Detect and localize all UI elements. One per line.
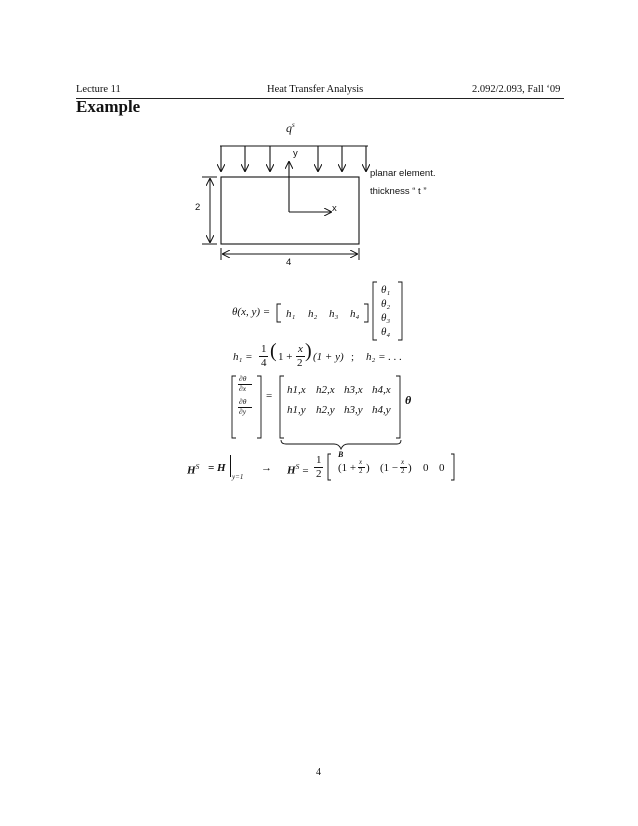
eq4-subscript: y=1 [232, 473, 244, 481]
eq4-term2-den: 2 [401, 467, 405, 475]
eq3-h2y: h2,y [316, 404, 335, 416]
eq4-term2: (1 − [380, 462, 399, 474]
eq4-term1-den: 2 [359, 467, 363, 475]
eq2-h2: h₂ = . . . [366, 351, 402, 363]
eq4-zero1: 0 [423, 462, 429, 474]
eq1-h1: h₁ [286, 308, 296, 320]
eq4-rhs: $H^S$ = [287, 462, 309, 477]
eq2-h1: h₁ = [233, 351, 253, 363]
eq2-two: 2 [297, 357, 303, 369]
eq4-term1-num: x [359, 458, 363, 466]
eq3-dy: ∂y [239, 407, 247, 416]
eq2-four: 4 [261, 357, 267, 369]
eq1-theta1: θ₁ [381, 284, 391, 296]
eq4-half-den: 2 [316, 468, 322, 480]
eq4-term1-close: ) [366, 462, 370, 474]
eq3-dx: ∂x [239, 384, 247, 393]
eq1-theta3: θ₃ [381, 312, 391, 324]
header-left: Lecture 11 [76, 84, 121, 95]
eq3-h2x: h2,x [316, 384, 335, 396]
eq1-h3: h₃ [329, 308, 339, 320]
eq4-lhs: $H^S$ [187, 462, 200, 477]
eq3-dtheta-x: ∂θ [239, 374, 247, 383]
x-axis-label: x [332, 203, 337, 214]
eq3-theta-bold: θ [405, 393, 412, 407]
eq3-h3x: h3,x [344, 384, 363, 396]
eq3-underbrace-B: B [338, 450, 344, 459]
section-title: Example [76, 97, 141, 116]
eq2-one-plus: 1 + [278, 351, 293, 363]
eq4-term2-num: x [401, 458, 405, 466]
eq3-dtheta-y: ∂θ [239, 397, 247, 406]
eq4-zero2: 0 [439, 462, 445, 474]
eq1-theta4: θ₄ [381, 326, 391, 338]
eq1-h2: h₂ [308, 308, 318, 320]
eq1-lhs: θ(x, y) = [232, 306, 271, 318]
eq1-h4: h₄ [350, 308, 360, 320]
eq3-h3y: h3,y [344, 404, 363, 416]
eq4-eqH: = H [208, 462, 226, 474]
eq2-one: 1 [261, 343, 267, 355]
eq4-half-num: 1 [316, 454, 322, 466]
eq4-arrow: → [261, 462, 272, 474]
eq2-semicolon: ; [351, 351, 355, 363]
eq2-tail: (1 + y) [313, 351, 344, 363]
y-axis-label: y [293, 148, 298, 159]
page-number: 4 [316, 767, 321, 778]
eq3-equals: = [266, 390, 273, 402]
eq3-h4y: h4,y [372, 404, 391, 416]
eq4-term2-close: ) [408, 462, 412, 474]
eq3-h1x: h1,x [287, 384, 306, 396]
eq4-term1: (1 + [338, 462, 357, 474]
header-right: 2.092/2.093, Fall ‘09 [472, 84, 561, 95]
eq2-x: x [298, 343, 303, 355]
eq1-theta2: θ₂ [381, 298, 391, 310]
planar-element-label: planar element. [370, 168, 436, 179]
load-label: $q^s$ [286, 121, 295, 135]
width-label: 4 [286, 257, 292, 268]
eq3-h4x: h4,x [372, 384, 391, 396]
header-center: Heat Transfer Analysis [267, 84, 364, 95]
height-label: 2 [195, 202, 201, 213]
thickness-label: thickness “ t ” [370, 186, 427, 197]
eq3-h1y: h1,y [287, 404, 306, 416]
